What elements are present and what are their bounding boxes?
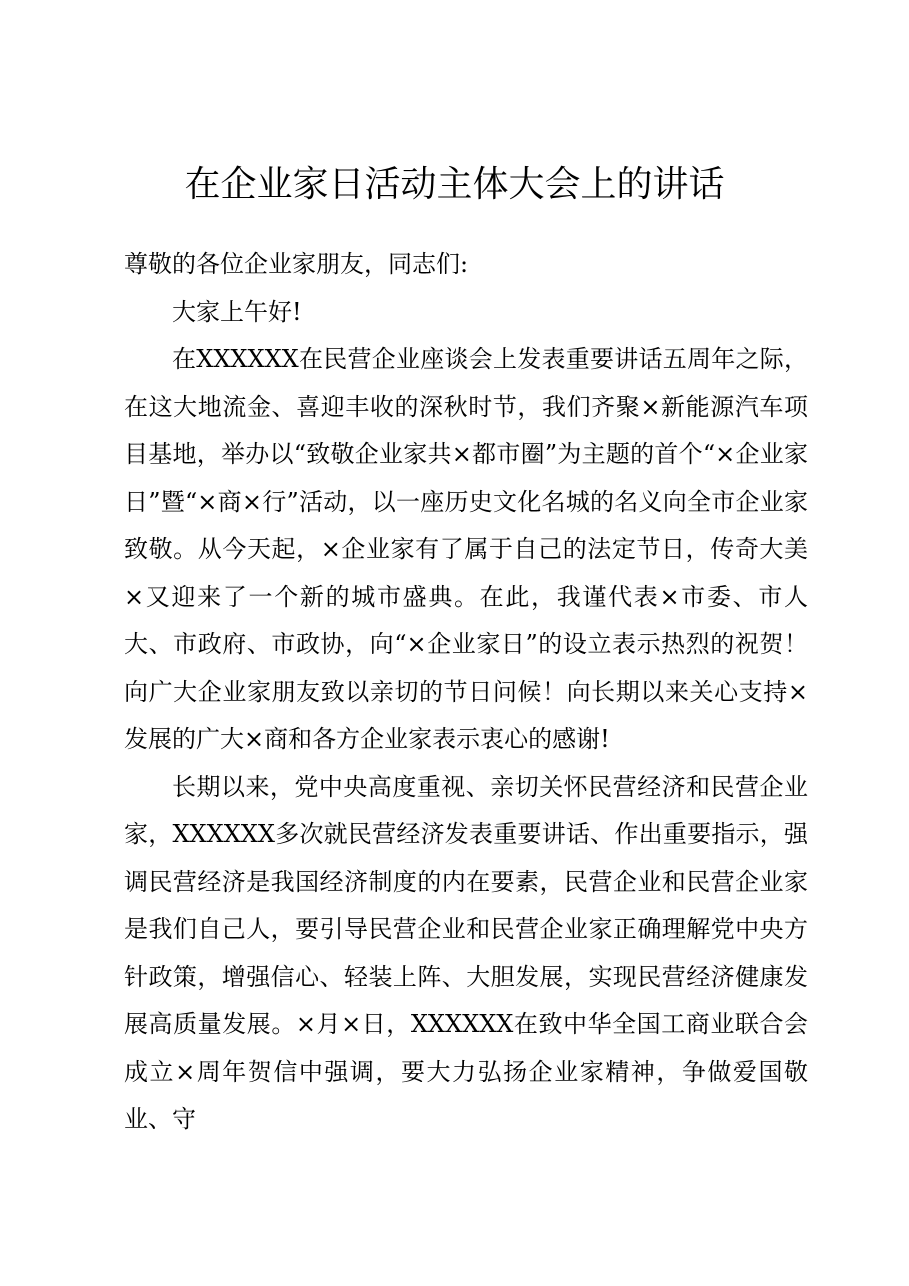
paragraph-1: 在XXXXXX在民营企业座谈会上发表重要讲话五周年之际，在这大地流金、喜迎丰收的深秋时节，我们齐聚×新能源汽车项目基地，举办以“致敬企业家共×都市圈”为主题的首个“×企业家日”暨“×商×行”活动，以一座历史文化名城的名义向全市企业家致敬。从今天起，×企业家有了属于自己的法定节日，传奇大美×又迎来了一个新的城市盛典。在此，我谨代表×市委、市人大、市政府、市政协，向“×企业家日”的设立表示热烈的祝贺！向广大企业家朋友致以亲切的节日问候！向长期以来关心支持×发展的广大×商和各方企业家表示衷心的感谢!	[124, 345, 808, 753]
paragraph-2: 长期以来，党中央高度重视、亲切关怀民营经济和民营企业家，XXXXXX多次就民营经济发表重要讲话、作出重要指示，强调民营经济是我国经济制度的内在要素，民营企业和民营企业家是我们自己人，要引导民营企业和民营企业家正确理解党中央方针政策，增强信心、轻装上阵、大胆发展，实现民营经济健康发展高质量发展。×月×日，XXXXXX在致中华全国工商业联合会成立×周年贺信中强调，要大力弘扬企业家精神，争做爱国敬业、守	[124, 772, 808, 1133]
greeting: 大家上午好!	[172, 297, 302, 326]
salutation: 尊敬的各位企业家朋友，同志们:	[124, 250, 469, 278]
document-title: 在企业家日活动主体大会上的讲话	[184, 164, 725, 205]
document-body	[124, 241, 808, 1144]
